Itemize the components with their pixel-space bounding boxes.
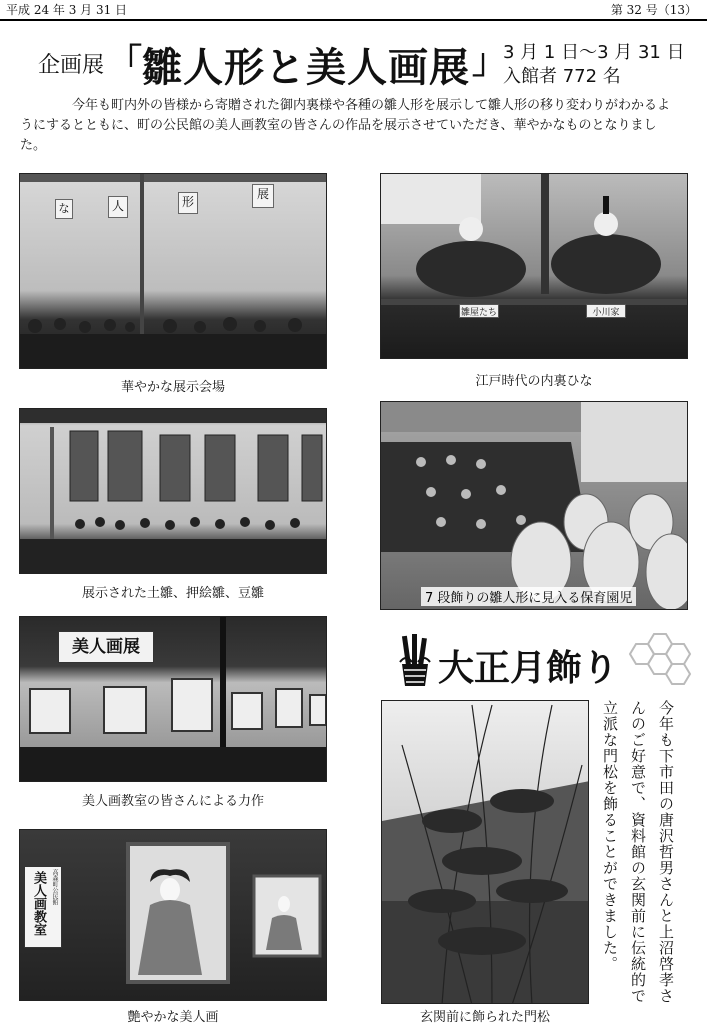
- photo-kadomatsu-art: [382, 701, 589, 1004]
- title-bracket-left: 「: [108, 42, 142, 82]
- banner-4: 展: [252, 184, 274, 208]
- issue-number: 第 32 号（13）: [610, 3, 697, 17]
- section-body: 今年も下市田の唐沢哲男さんと上沼啓孝さんのご好意で、資料館の玄関前に伝統的で立派な門松を飾ることができました。: [601, 700, 675, 1004]
- sign-bijinga-class-main: 美人画教室: [31, 871, 46, 936]
- caption-clay-dolls: 展示された土雛、押絵雛、豆雛: [81, 586, 264, 601]
- section-heading: 大正月飾り: [438, 648, 619, 689]
- header-rule: [0, 19, 707, 21]
- photo-bijinga-closeup: [19, 829, 327, 1001]
- issue-date: 平成 24 年 3 月 31 日: [6, 3, 128, 17]
- title-prefix: 企画展: [38, 53, 105, 78]
- photo-kadomatsu: [381, 700, 589, 1004]
- doll-tag-right: 小川家: [586, 304, 626, 318]
- caption-bijinga-closeup: 艶やかな美人画: [127, 1010, 219, 1024]
- caption-bijinga-works: 美人画教室の皆さんによる力作: [81, 794, 264, 809]
- photo-clay-dolls: [19, 408, 327, 574]
- intro-paragraph: 今年も町内外の皆様から寄贈された御内裏様や各種の雛人形を展示して雛人形の移り変わりがわかるようにするとともに、町の公民館の美人画教室の皆さんの作品を展示させていただき、華やかなものとなりました。: [20, 98, 671, 153]
- visitor-count: 入館者 772 名: [503, 66, 621, 87]
- hexagon-pattern-icon: [624, 630, 694, 690]
- photo-bijinga-works: [19, 616, 327, 782]
- exhibition-dates: 3 月 1 日〜3 月 31 日: [503, 42, 685, 63]
- photo-edo-dolls: [380, 173, 688, 359]
- banner-2: 人: [108, 196, 128, 218]
- sign-bijinga-class-small: 高森町公民館: [51, 869, 58, 905]
- photo-nursery-children: [380, 401, 688, 610]
- sign-bijinga-class: [24, 866, 62, 948]
- caption-exhibition-hall: 華やかな展示会場: [120, 380, 225, 395]
- title-bracket-right: 」: [472, 42, 506, 82]
- banner-3: 形: [178, 192, 198, 214]
- page-title: 雛人形と美人画展: [142, 44, 470, 91]
- doll-tag-left: 雛屋たち: [459, 304, 499, 318]
- photo-clay-dolls-art: [20, 409, 327, 574]
- caption-kadomatsu: 玄関前に飾られた門松: [419, 1010, 550, 1024]
- photo-exhibition-hall: [19, 173, 327, 369]
- banner-1: な: [55, 199, 73, 219]
- kadomatsu-icon: [398, 634, 432, 688]
- caption-nursery-children: 7 段飾りの雛人形に見入る保育園児: [421, 587, 636, 606]
- photo-bijinga-closeup-art: [20, 830, 327, 1001]
- photo-edo-dolls-art: [381, 174, 688, 359]
- photo-nursery-children-art: [381, 402, 688, 610]
- caption-edo-dolls: 江戸時代の内裏ひな: [475, 374, 593, 389]
- sign-bijinga-exhibit: 美人画展: [58, 631, 154, 663]
